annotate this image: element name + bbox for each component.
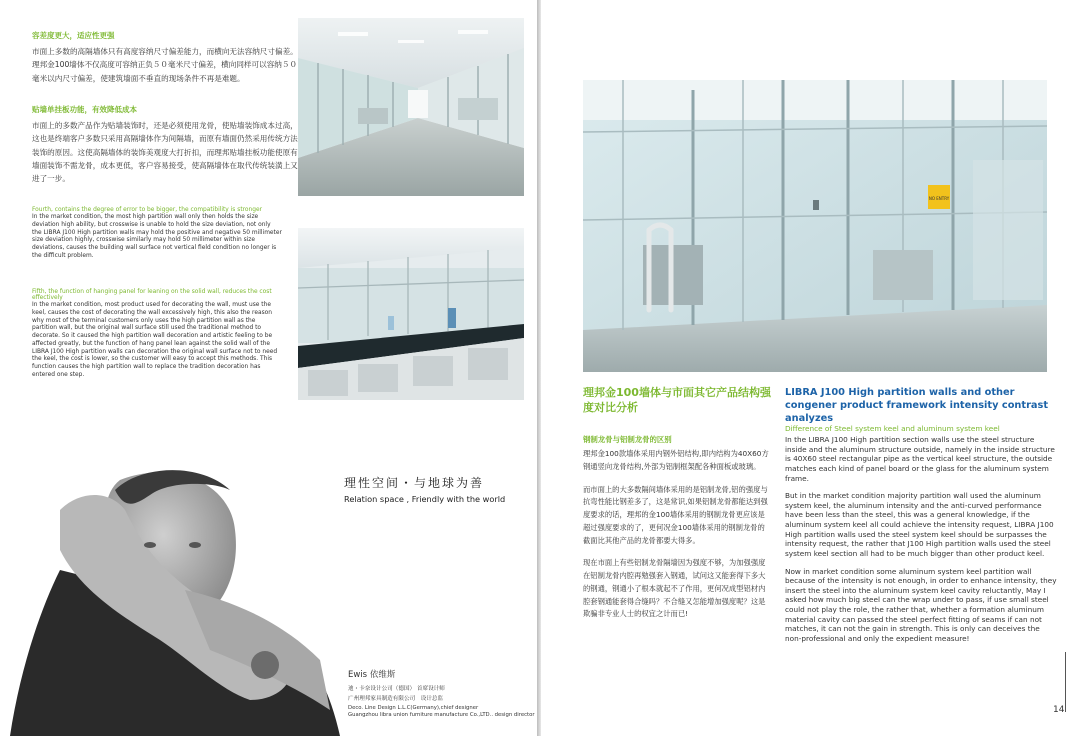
office-corridor-photo [298, 18, 524, 196]
cn-paragraph-2: 而市面上的大多数隔间墙体采用的是铝制龙骨,铝的强度与抗弯性能比钢差多了，这是常识,如果铝制龙骨都能达到强度要求的话，理邦的金100墙体采用的钢制龙骨更应该是超过强度要求的了，更何况金100墙体采用的钢制龙骨的截面比其他产品的龙骨都要大得多。 [583, 484, 768, 545]
en-section-fifth [32, 289, 282, 380]
designer-name: Ewis 依维斯 [348, 670, 396, 680]
cn-heading-tolerance: 容差度更大，适应性更强 [32, 31, 115, 40]
slogan-block [344, 474, 534, 504]
en-body-fifth: In the market condition, most product used for decorating the wall, must use the keel, causes the cost of decorating the wall excessively high, this also the reason why most of the terminal customers only uses the high partition wall as the partition wall, but the original wall surface still used the traditional method to decorate. So it caused the high partition wall decoration and artistic feeling to be affected greatly, but the function of hang panel lean against the solid wall of the LIBRA J100 High partition walls can decoration the original wall surface not to need the keel, the cost is lower, so the customer will easy to accept this methods. This function causes the high partition wall to replace the tradition decoration has entered one step. [32, 302, 278, 379]
en-body-fourth: In the market condition, the most high partition wall only then holds the size deviation high ability, but crosswise is unable to hold the size deviation, not only the LIBRA J100 High partition walls may hold the positive and negative 50 millimeter size deviation highly, crosswise similarly may hold 50 millimeter within size deviations, causes the building wall surface not vertical field condition no longer is the difficult problem. [32, 214, 282, 259]
left-page [0, 0, 537, 736]
cn-heading-hanging-panel: 贴墙单挂板功能，有效降低成本 [32, 105, 137, 114]
door-sign-text: NO ENTRY [928, 196, 950, 201]
glass-door-photo [583, 80, 1047, 372]
en-paragraph-1: In the LIBRA J100 High partition section walls use the steel structure inside and the aluminum structure outside, namely in the inside structure is 40X60 steel rectangular pipe as the vertical keel structure, the outside matches each kind of panel board or the glass for the aluminum system frame. [785, 435, 1055, 483]
slogan-english: Relation space , Friendly with the world [344, 494, 506, 504]
designer-credits [348, 668, 536, 718]
cn-body-hanging-panel: 市面上的多数产品作为贴墙装饰时，还是必须使用龙骨，使贴墙装饰成本过高，这也是终端客户多数只采用高隔墙体作为间隔墙，而原有墙面仍然采用传统方法装饰的原因。这使高隔墙体的装饰美观度大打折扣，而理邦贴墙挂板功能使原有墙面装饰不需龙骨，成本更低，客户容易接受，使高隔墙体在取代传统装潢上又进了一步。 [32, 121, 298, 184]
en-heading-fifth: Fifth, the function of hanging panel for leaning on the solid wall, reduces the cost effectively [32, 289, 272, 301]
vertical-rule [1065, 652, 1066, 712]
cn-section-hanging-panel [32, 104, 300, 185]
cn-paragraph-1: 理邦金100款墙体采用内钢外铝结构,即内结构为40X60方钢通竖向龙骨结构,外部为铝制框架配各种面板或玻璃。 [583, 449, 769, 471]
title-english: LIBRA J100 High partition walls and other congener product framework intensity contrast analyzes [785, 387, 1049, 425]
en-paragraph-3: Now in market condition some aluminum system keel partition wall because of the intensity is not enough, in order to enhance intensity, they insert the steel into the aluminum system keel cavity reluctantly, May I asked how much big steel can the wrap under to pass, if use small steel could not play the role, the rather that, whether a formation aluminum material cavity can passed the steel perfect fitting of seams if can not matches, it can not the gain in strength. This is only can deceives the non-professional and only the expedient measure! [785, 566, 1057, 643]
title-chinese-block [583, 386, 773, 416]
laboratory-photo [298, 228, 524, 400]
en-heading-fourth: Fourth, contains the degree of error to be bigger, the compatibility is stronger [32, 207, 263, 213]
title-chinese: 理邦金100墙体与市面其它产品结构强度对比分析 [583, 386, 771, 414]
cn-heading-keel: 钢制龙骨与铝制龙骨的区别 [583, 435, 672, 444]
cn-column [583, 434, 769, 621]
cn-paragraph-3: 现在市面上有些铝制龙骨隔墙因为强度不够，为加强强度在铝制龙骨内腔再勉强套入钢通，试问这又能套得下多大的钢通，钢通小了根本就起不了作用，更何况成型铝材内腔套钢通能套得合缝吗？不合缝又怎能增加强度呢？这是欺骗非专业人士的权宜之计而已! [583, 558, 766, 619]
en-section-fourth [32, 207, 282, 261]
page-number: 14 [1053, 705, 1065, 715]
en-column [785, 424, 1057, 644]
designer-title-1: 迪・卡奈设计公司（德国） 首席设计师 [348, 686, 445, 692]
en-paragraph-2: But in the market condition majority partition wall used the aluminum system keel, the aluminum intensity and the anti-curved performance have been less than the steel, this was a general knowledge, if the aluminum system keel all could achieve the intensity request, LIBRA J100 High partition walls used the steel system keel should be surpasses the intensity request, the rather that J100 High partition walls used the steel system keel section all had to be much bigger than other product keel. [785, 491, 1054, 558]
designer-portrait [0, 450, 340, 736]
cn-section-tolerance [32, 30, 300, 85]
title-english-block [785, 386, 1055, 426]
cn-body-tolerance: 市面上多数的高隔墙体只有高度容纳尺寸偏差能力，而横向无法容纳尺寸偏差。理邦金100墙体不仅高度可容纳正负５０毫米尺寸偏差，横向同样可以容纳５０毫米以内尺寸偏差，使建筑墙面不垂直的现场条件不再是难题。 [32, 47, 298, 83]
designer-title-4: Guangzhou libra union furniture manufacture Co.,LTD.. design director [348, 712, 535, 718]
designer-title-3: Deco. Line Design L.L.C(Germany),chief designer [348, 705, 479, 711]
designer-title-2: 广州理邦家具制造有限公司 设计总监 [348, 696, 444, 702]
right-page [541, 0, 1080, 736]
slogan-chinese: 理性空间・与地球为善 [344, 476, 485, 490]
en-heading-keel: Difference of Steel system keel and aluminum system keel [785, 424, 1000, 433]
